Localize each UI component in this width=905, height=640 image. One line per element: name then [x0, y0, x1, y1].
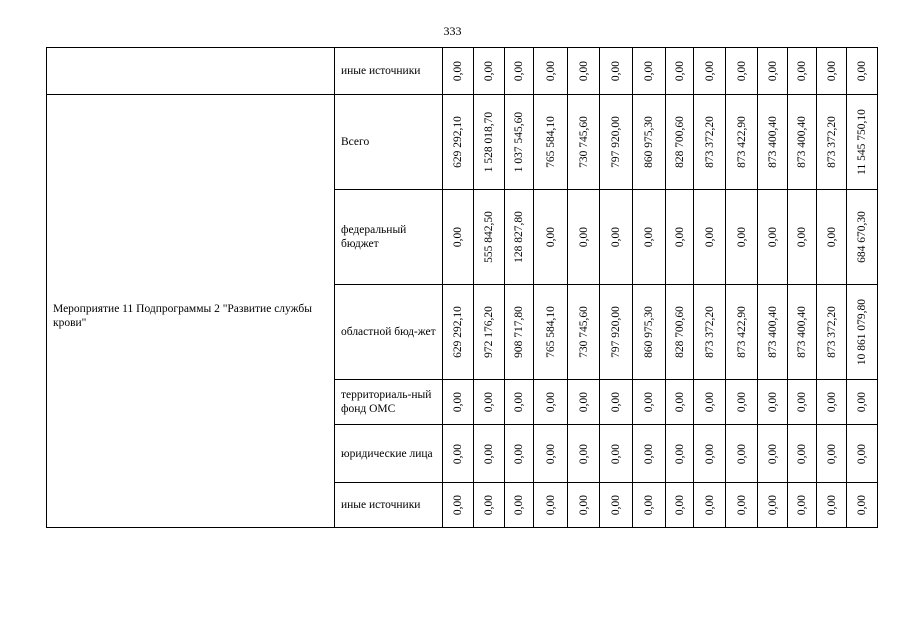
- value-cell: [817, 483, 847, 528]
- value-cell: [847, 48, 878, 95]
- value-cell: [600, 48, 633, 95]
- value-text: 1 528 018,70: [483, 111, 495, 173]
- value-text: 0,00: [452, 443, 464, 464]
- value-text: 0,00: [825, 391, 838, 413]
- value-cell: [847, 285, 878, 380]
- value-cell: [600, 190, 633, 285]
- value-cell: [788, 380, 817, 425]
- value-text: 0,00: [610, 443, 622, 464]
- value-cell: [474, 483, 505, 528]
- value-text: 0,00: [703, 494, 716, 516]
- value-text: 0,00: [577, 226, 590, 248]
- value-cell: [534, 425, 568, 483]
- value-text: 0,00: [735, 226, 748, 248]
- value-text: 0,00: [673, 443, 686, 464]
- funding-source-cell: иные источники: [335, 48, 443, 95]
- event-title-cell: Мероприятие 11 Подпрограммы 2 "Развитие службы крови": [47, 95, 335, 528]
- value-cell: [568, 285, 600, 380]
- value-text: 0,00: [452, 60, 464, 82]
- value-cell: [568, 425, 600, 483]
- value-cell: [443, 48, 474, 95]
- value-text: 0,00: [796, 494, 808, 516]
- value-text: 0,00: [735, 443, 748, 464]
- value-text: 0,00: [452, 494, 464, 516]
- value-text: 555 842,50: [483, 211, 495, 263]
- value-cell: [568, 190, 600, 285]
- value-text: 0,00: [735, 391, 748, 413]
- value-text: 873 372,20: [703, 116, 716, 168]
- value-cell: [474, 425, 505, 483]
- value-cell: [817, 285, 847, 380]
- value-cell: [788, 285, 817, 380]
- funding-source-cell: иные источники: [335, 483, 443, 528]
- value-cell: [694, 48, 726, 95]
- value-text: 10 861 079,80: [856, 298, 868, 366]
- value-cell: [534, 483, 568, 528]
- value-text: 0,00: [544, 494, 557, 516]
- value-cell: [694, 190, 726, 285]
- value-text: 0,00: [610, 226, 622, 248]
- value-cell: [474, 48, 505, 95]
- value-cell: [505, 285, 534, 380]
- value-cell: [758, 425, 788, 483]
- value-text: 0,00: [796, 60, 808, 82]
- value-text: 0,00: [544, 443, 557, 464]
- value-cell: [568, 95, 600, 190]
- value-text: 0,00: [766, 443, 779, 464]
- value-text: 797 920,00: [610, 116, 622, 168]
- value-cell: [505, 95, 534, 190]
- value-cell: [633, 425, 666, 483]
- value-cell: [758, 483, 788, 528]
- value-text: 972 176,20: [483, 306, 495, 358]
- value-text: 0,00: [703, 391, 716, 413]
- value-text: 0,00: [856, 391, 868, 413]
- value-cell: [443, 380, 474, 425]
- value-text: 0,00: [796, 391, 808, 413]
- funding-source-cell: областной бюд-жет: [335, 285, 443, 380]
- value-text: 0,00: [643, 60, 655, 82]
- value-text: 684 670,30: [856, 211, 868, 263]
- value-text: 0,00: [483, 391, 495, 413]
- value-text: 0,00: [703, 60, 716, 82]
- value-cell: [600, 425, 633, 483]
- value-text: 0,00: [643, 494, 655, 516]
- value-text: 730 745,60: [577, 306, 590, 358]
- value-cell: [666, 285, 694, 380]
- value-text: 0,00: [796, 226, 808, 248]
- value-cell: [847, 190, 878, 285]
- value-text: 629 292,10: [452, 116, 464, 168]
- value-text: 0,00: [766, 60, 779, 82]
- value-cell: [788, 48, 817, 95]
- value-cell: [505, 380, 534, 425]
- value-text: 0,00: [513, 60, 525, 82]
- value-text: 828 700,60: [673, 116, 686, 168]
- value-text: 0,00: [825, 443, 838, 464]
- value-text: 0,00: [643, 226, 655, 248]
- value-cell: [534, 190, 568, 285]
- value-text: 0,00: [544, 391, 557, 413]
- value-cell: [758, 285, 788, 380]
- value-text: 730 745,60: [577, 116, 590, 168]
- value-cell: [534, 380, 568, 425]
- value-cell: [726, 190, 758, 285]
- value-cell: [758, 95, 788, 190]
- value-text: 873 372,20: [703, 306, 716, 358]
- value-cell: [443, 483, 474, 528]
- value-text: 0,00: [735, 60, 748, 82]
- value-text: 0,00: [643, 391, 655, 413]
- value-text: 0,00: [452, 226, 464, 248]
- value-cell: [633, 483, 666, 528]
- value-text: 0,00: [703, 443, 716, 464]
- value-cell: [568, 48, 600, 95]
- table-row: [47, 95, 878, 190]
- value-text: 0,00: [673, 494, 686, 516]
- value-cell: [568, 380, 600, 425]
- value-text: 0,00: [856, 494, 868, 516]
- page-number: 333: [443, 24, 462, 38]
- value-text: 0,00: [825, 60, 838, 82]
- value-text: 873 422,90: [735, 306, 748, 358]
- value-text: 0,00: [577, 60, 590, 82]
- value-text: 797 920,00: [610, 306, 622, 358]
- value-cell: [474, 285, 505, 380]
- value-cell: [817, 190, 847, 285]
- value-cell: [694, 380, 726, 425]
- value-cell: [534, 48, 568, 95]
- value-cell: [443, 95, 474, 190]
- value-cell: [633, 380, 666, 425]
- funding-source-cell: юридические лица: [335, 425, 443, 483]
- value-text: 128 827,80: [513, 211, 525, 263]
- value-cell: [666, 380, 694, 425]
- value-text: 0,00: [673, 226, 686, 248]
- value-cell: [847, 425, 878, 483]
- value-cell: [788, 425, 817, 483]
- value-text: 860 975,30: [643, 306, 655, 358]
- value-cell: [726, 48, 758, 95]
- value-cell: [534, 95, 568, 190]
- value-text: 0,00: [513, 443, 525, 464]
- value-text: 0,00: [856, 443, 868, 464]
- value-text: 0,00: [766, 391, 779, 413]
- funding-source-cell: территориаль-ный фонд ОМС: [335, 380, 443, 425]
- value-cell: [726, 483, 758, 528]
- value-text: 0,00: [796, 443, 808, 464]
- value-cell: [600, 380, 633, 425]
- value-text: 11 545 750,10: [856, 109, 868, 175]
- value-cell: [443, 425, 474, 483]
- value-text: 873 400,40: [766, 116, 779, 168]
- value-cell: [505, 425, 534, 483]
- value-text: 0,00: [513, 391, 525, 413]
- value-text: 873 372,20: [825, 116, 838, 168]
- value-cell: [443, 285, 474, 380]
- value-text: 0,00: [825, 226, 838, 248]
- value-text: 765 584,10: [544, 116, 557, 168]
- value-cell: [633, 95, 666, 190]
- table-row: [47, 48, 878, 95]
- value-cell: [788, 483, 817, 528]
- value-text: 0,00: [673, 391, 686, 413]
- value-cell: [666, 48, 694, 95]
- value-text: 0,00: [766, 494, 779, 516]
- value-cell: [817, 95, 847, 190]
- value-cell: [633, 190, 666, 285]
- value-cell: [694, 285, 726, 380]
- value-cell: [726, 95, 758, 190]
- value-text: 0,00: [610, 391, 622, 413]
- value-text: 0,00: [513, 494, 525, 516]
- value-text: 873 400,40: [796, 306, 808, 358]
- value-text: 860 975,30: [643, 116, 655, 168]
- value-text: 0,00: [452, 391, 464, 413]
- value-cell: [443, 190, 474, 285]
- value-cell: [666, 95, 694, 190]
- value-cell: [694, 483, 726, 528]
- value-cell: [666, 483, 694, 528]
- value-text: 0,00: [825, 494, 838, 516]
- value-text: 0,00: [610, 60, 622, 82]
- value-text: 0,00: [483, 494, 495, 516]
- value-cell: [600, 483, 633, 528]
- value-text: 0,00: [856, 60, 868, 82]
- value-cell: [600, 285, 633, 380]
- value-text: 0,00: [577, 443, 590, 464]
- value-cell: [758, 190, 788, 285]
- value-cell: [817, 425, 847, 483]
- value-cell: [758, 380, 788, 425]
- empty-cell: [47, 48, 335, 95]
- value-text: 0,00: [703, 226, 716, 248]
- value-cell: [788, 190, 817, 285]
- value-cell: [817, 48, 847, 95]
- value-cell: [726, 425, 758, 483]
- value-text: 873 400,40: [766, 306, 779, 358]
- value-cell: [847, 380, 878, 425]
- value-text: 828 700,60: [673, 306, 686, 358]
- value-text: 0,00: [673, 60, 686, 82]
- budget-table: [46, 47, 878, 528]
- value-cell: [505, 190, 534, 285]
- value-cell: [568, 483, 600, 528]
- value-text: 0,00: [735, 494, 748, 516]
- value-text: 629 292,10: [452, 306, 464, 358]
- value-cell: [633, 285, 666, 380]
- value-cell: [817, 380, 847, 425]
- value-cell: [847, 483, 878, 528]
- funding-source-cell: федеральный бюджет: [335, 190, 443, 285]
- value-text: 908 717,80: [513, 306, 525, 358]
- value-cell: [758, 48, 788, 95]
- value-text: 0,00: [643, 443, 655, 464]
- value-cell: [505, 483, 534, 528]
- value-text: 1 037 545,60: [513, 111, 525, 173]
- value-text: 873 422,90: [735, 116, 748, 168]
- value-text: 0,00: [577, 391, 590, 413]
- value-text: 873 400,40: [796, 116, 808, 168]
- value-cell: [474, 380, 505, 425]
- value-text: 765 584,10: [544, 306, 557, 358]
- value-text: 0,00: [577, 494, 590, 516]
- value-cell: [534, 285, 568, 380]
- value-text: 0,00: [483, 443, 495, 464]
- value-cell: [474, 190, 505, 285]
- value-cell: [505, 48, 534, 95]
- value-cell: [847, 95, 878, 190]
- value-text: 873 372,20: [825, 306, 838, 358]
- value-cell: [694, 95, 726, 190]
- value-cell: [633, 48, 666, 95]
- value-text: 0,00: [610, 494, 622, 516]
- table-body: [47, 48, 878, 528]
- value-cell: [666, 425, 694, 483]
- value-cell: [694, 425, 726, 483]
- value-cell: [474, 95, 505, 190]
- value-text: 0,00: [544, 226, 557, 248]
- value-cell: [666, 190, 694, 285]
- value-text: 0,00: [483, 60, 495, 82]
- value-text: 0,00: [766, 226, 779, 248]
- value-cell: [600, 95, 633, 190]
- funding-source-cell: Всего: [335, 95, 443, 190]
- value-text: 0,00: [544, 60, 557, 82]
- value-cell: [788, 95, 817, 190]
- value-cell: [726, 380, 758, 425]
- value-cell: [726, 285, 758, 380]
